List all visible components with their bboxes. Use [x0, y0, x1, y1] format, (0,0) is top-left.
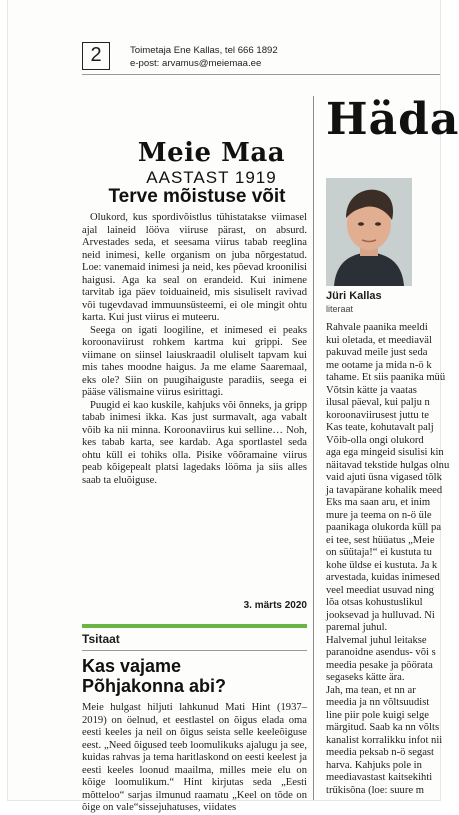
- column-line: paremal juhul.: [326, 622, 388, 633]
- column-line: trükisõna (loe: suure m: [326, 784, 424, 796]
- section-rule: [82, 650, 307, 651]
- column-line: meedia pesake ja pöörata: [326, 659, 433, 671]
- column-line: näitavad tekstide hulgas olnu: [326, 459, 450, 471]
- column-line: koroonaviirusest juttu te: [326, 409, 429, 421]
- editorial-date: 3. märts 2020: [243, 600, 307, 611]
- column-line: Võib-olla ongi olukord: [326, 434, 424, 446]
- column-divider: [313, 96, 314, 800]
- masthead-title: Meie Maa: [137, 138, 286, 168]
- editorial-headline: Terve mõistuse võit: [108, 186, 286, 207]
- editor-line: Toimetaja Ene Kallas, tel 666 1892: [130, 45, 278, 56]
- quote-headline-line: Põhjakonna abi?: [82, 676, 227, 696]
- page-number: 2: [82, 42, 110, 70]
- column-line: lõa otsas kohustuslikul: [326, 597, 423, 608]
- column-line: Eks ma saan aru, et inim: [326, 497, 431, 508]
- editorial-paragraph: Puugid ei kao kuskile, kahjuks või õnneks, ja gripp tabab inimesi ikka. Kas just surmavalt, aga vabalt võib ka nii minna. Koroonaviirus kui selline… Noh, kes tabab karta, see kardab. Aga sportlastel seda ohtu küll ei tohiks olla. Pisike võõramaine viirus peab kõigepealt platsi lagedaks lööma ja siis alles saab ta eluõiguse.: [82, 399, 307, 486]
- column-line: meedia ja nn võltsuudist: [326, 697, 430, 708]
- email-line: e-post: arvamus@meiemaa.ee: [130, 58, 262, 69]
- editorial-body: [82, 212, 307, 487]
- column-line: kanalist korralikku infot nii: [326, 734, 443, 746]
- column-line: Jah, ma tean, et nn ar: [326, 684, 416, 696]
- author-name: Jüri Kallas: [326, 290, 382, 302]
- column-line: segaseks kätte ära.: [326, 672, 405, 683]
- column-line: meedia peksab n-ö segast: [326, 747, 434, 758]
- column-line: jooksevad ja hulluvad. Ni: [326, 609, 435, 621]
- column-line: paanikaga olukorda küll pa: [326, 522, 442, 533]
- header-rule: [82, 74, 440, 75]
- newspaper-page: [8, 0, 459, 813]
- column-line: kui oletada, et meediaväl: [326, 334, 432, 346]
- column-headline: Häda: [326, 94, 459, 145]
- column-line: me ootame ja mida n-ö k: [326, 359, 432, 371]
- section-accent-bar: [82, 624, 307, 628]
- masthead-subtitle: AASTAST 1919: [146, 168, 277, 187]
- column-line: ilusal päeval, kui palju n: [326, 397, 430, 408]
- column-line: harva. Kahjuks pole in: [326, 759, 422, 771]
- column-line: Kas teate, kohutavalt palj: [326, 422, 434, 433]
- column-line: meediavastast kaitsekihti: [326, 772, 433, 783]
- column-line: Võtsin kätte ja vaatas: [326, 384, 417, 396]
- author-portrait: [326, 178, 412, 286]
- column-line: vaid ajuti üsna vigased tõlk: [326, 472, 442, 483]
- column-body: [326, 322, 456, 797]
- column-line: paranoidne asendus- või s: [326, 647, 436, 658]
- quote-paragraph: Meie hulgast hiljuti lahkunud Mati Hint (1937–2019) on öelnud, et eestlastel on õigus elada oma eesti keeles ja neil on õigus seista selle keeleõiguse eest. „Need õigused teeb loomulikuks ajalugu ja see, kuidas rahvas ja tema haritlaskond on eesti keelest ja eesti keeles loonud maailma, milles meie elu on kõige loomulikum.“ Hint kirjutas seda „Eesti mõtteloo“ sarjas ilmunud raamatu „Keel on tõde on õige on vale“sissejuhatuses, viidates: [82, 702, 307, 813]
- column-line: on süütaja!“ ei kustuta tu: [326, 547, 432, 558]
- author-role: literaat: [326, 304, 354, 314]
- column-line: mure ja teema on n-ö üle: [326, 509, 432, 521]
- editor-contact: [130, 44, 278, 70]
- column-line: aga ega mingeid sisulisi kin: [326, 447, 444, 458]
- portrait-image: [326, 178, 412, 286]
- quote-body: [82, 702, 307, 815]
- column-line: line piir pole kuigi selge: [326, 709, 429, 721]
- column-line: ja tavapärane kohalik meed: [326, 484, 443, 496]
- column-line: arvestada, kuidas inimesed: [326, 572, 440, 583]
- editorial-paragraph: Olukord, kus spordivõistlus tühistatakse viimasel ajal laineid lööva viiruse pärast, on absurd. Arvestades seda, et seesama viirus tabab reeglina neid inimesi, kelle organism on juba nõrgestatud. Loe: vanemaid inimesi ja neid, kes põevad kroonilisi haigusi. Aga ka seal on erandeid. Kui inimene tarvitab iga päev toiduaineid, mis sisuliselt ravivad või tugevdavad immuunsüsteemi, ei ole mingit ohtu karta. Kui just viirus ei muteeru.: [82, 212, 307, 323]
- section-label: Tsitaat: [82, 632, 120, 646]
- column-line: Rahvale paanika meeldi: [326, 322, 428, 333]
- quote-headline-line: Kas vajame: [82, 656, 182, 676]
- column-line: märgitud. Saab ka nn võlts: [326, 722, 440, 733]
- column-line: tahame. Et siis paanika müü: [326, 372, 446, 383]
- column-line: Halvemal juhul leitakse: [326, 634, 427, 646]
- quote-headline: [82, 656, 307, 696]
- column-line: pakuvad meile just seda: [326, 347, 428, 358]
- column-line: ei tee, sest hüüatus „Meie: [326, 534, 435, 546]
- column-line: veel meediat usuvad ning: [326, 584, 434, 596]
- editorial-paragraph: Seega on igati loogiline, et inimesed ei peaks koroonaviirust rohkem kartma kui grippi. See viimane on siinsel laiuskraadil oluliselt tapvam kui mis tahes moodne haigus. Ja me elame Saaremaal, eks ole? Siin on puugihaiguste paradiis, seega ei pääse välismaine viirus esirittagi.: [82, 324, 307, 398]
- editorial-column: [82, 80, 307, 813]
- column-line: kohe üldse ei kustuta. Ja k: [326, 559, 438, 571]
